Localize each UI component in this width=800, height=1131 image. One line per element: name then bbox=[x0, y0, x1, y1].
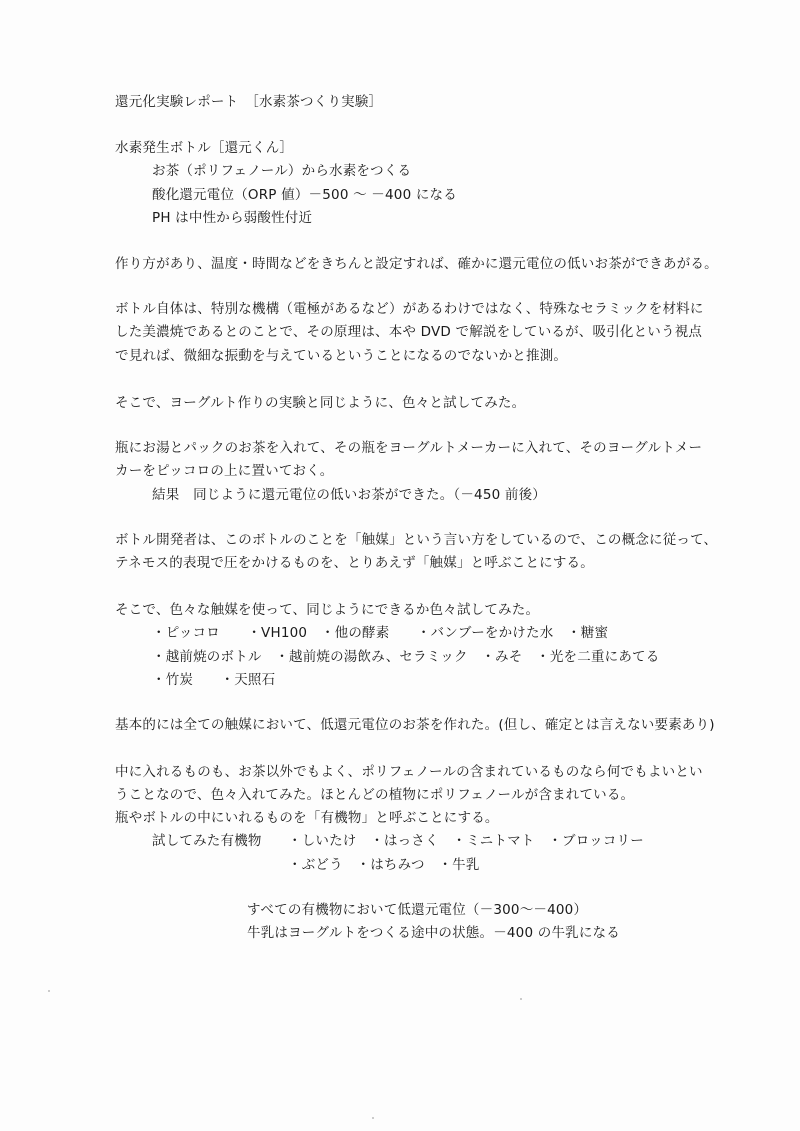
conclusion-line: 牛乳はヨーグルトをつくる途中の状態。－400 の牛乳になる bbox=[247, 925, 620, 941]
conclusion-line: すべての有機物において低還元電位（－300～－400） bbox=[247, 902, 588, 918]
bottle-point: PH は中性から弱酸性付近 bbox=[152, 210, 313, 226]
scan-speck bbox=[520, 998, 522, 1000]
paragraph-line: ボトル自体は、特別な機構（電極があるなど）があるわけではなく、特殊なセラミックを材料に bbox=[115, 301, 704, 317]
paragraph-line: 瓶にお湯とパックのお茶を入れて、その瓶をヨーグルトメーカーに入れて、そのヨーグルトメー bbox=[115, 440, 703, 456]
organics-label: 試してみた有機物 bbox=[152, 833, 262, 849]
paragraph-line: した美濃焼であるとのことで、その原理は、本や DVD で解説をしているが、吸引化という視点 bbox=[115, 324, 703, 340]
paragraph-line: うことなので、色々入れてみた。ほとんどの植物にポリフェノールが含まれている。 bbox=[115, 787, 635, 803]
paragraph-line: 瓶やボトルの中にいれるものを「有機物」と呼ぶことにする。 bbox=[115, 810, 499, 826]
result-line: 結果 同じように還元電位の低いお茶ができた。（－450 前後） bbox=[152, 487, 547, 503]
bottle-point: 酸化還元電位（ORP 値）－500 ～ －400 になる bbox=[152, 187, 457, 203]
paragraph: 基本的には全ての触媒において、低還元電位のお茶を作れた。(但し、確定とは言えない要素あり) bbox=[115, 717, 715, 733]
catalyst-list-line: ・竹炭 ・天照石 bbox=[152, 672, 276, 688]
catalyst-list-line: ・越前焼のボトル ・越前焼の湯飲み、セラミック ・みそ ・光を二重にあてる bbox=[152, 649, 660, 665]
organics-list-line: ・しいたけ ・はっさく ・ミニトマト ・ブロッコリー bbox=[288, 833, 644, 849]
paragraph: そこで、色々な触媒を使って、同じようにできるか色々試してみた。 bbox=[115, 602, 540, 618]
report-title: 還元化実験レポート ［水素茶つくり実験］ bbox=[115, 94, 383, 110]
organics-list-line: ・ぶどう ・はちみつ ・牛乳 bbox=[288, 857, 480, 873]
paragraph: そこで、ヨーグルト作りの実験と同じように、色々と試してみた。 bbox=[115, 395, 526, 411]
scan-speck bbox=[372, 1117, 374, 1119]
bottle-point: お茶（ポリフェノール）から水素をつくる bbox=[152, 163, 412, 179]
scan-speck bbox=[48, 990, 50, 992]
paragraph-line: テネモス的表現で圧をかけるものを、とりあえず「触媒」と呼ぶことにする。 bbox=[115, 555, 594, 571]
paragraph-line: カーをピッコロの上に置いておく。 bbox=[115, 463, 334, 479]
paragraph: 作り方があり、温度・時間などをきちんと設定すれば、確かに還元電位の低いお茶ができあがる。 bbox=[115, 256, 718, 272]
catalyst-list-line: ・ピッコロ ・VH100 ・他の酵素 ・バンブーをかけた水 ・糖蜜 bbox=[152, 625, 609, 641]
paragraph-line: 中に入れるものも、お茶以外でもよく、ポリフェノールの含まれているものなら何でもよいとい bbox=[115, 764, 703, 780]
bottle-heading: 水素発生ボトル［還元くん］ bbox=[115, 140, 294, 156]
paragraph-line: で見れば、微細な振動を与えているということになるのでないかと推測。 bbox=[115, 348, 568, 364]
paragraph-line: ボトル開発者は、このボトルのことを「触媒」という言い方をしているので、この概念に従って、 bbox=[115, 532, 718, 548]
